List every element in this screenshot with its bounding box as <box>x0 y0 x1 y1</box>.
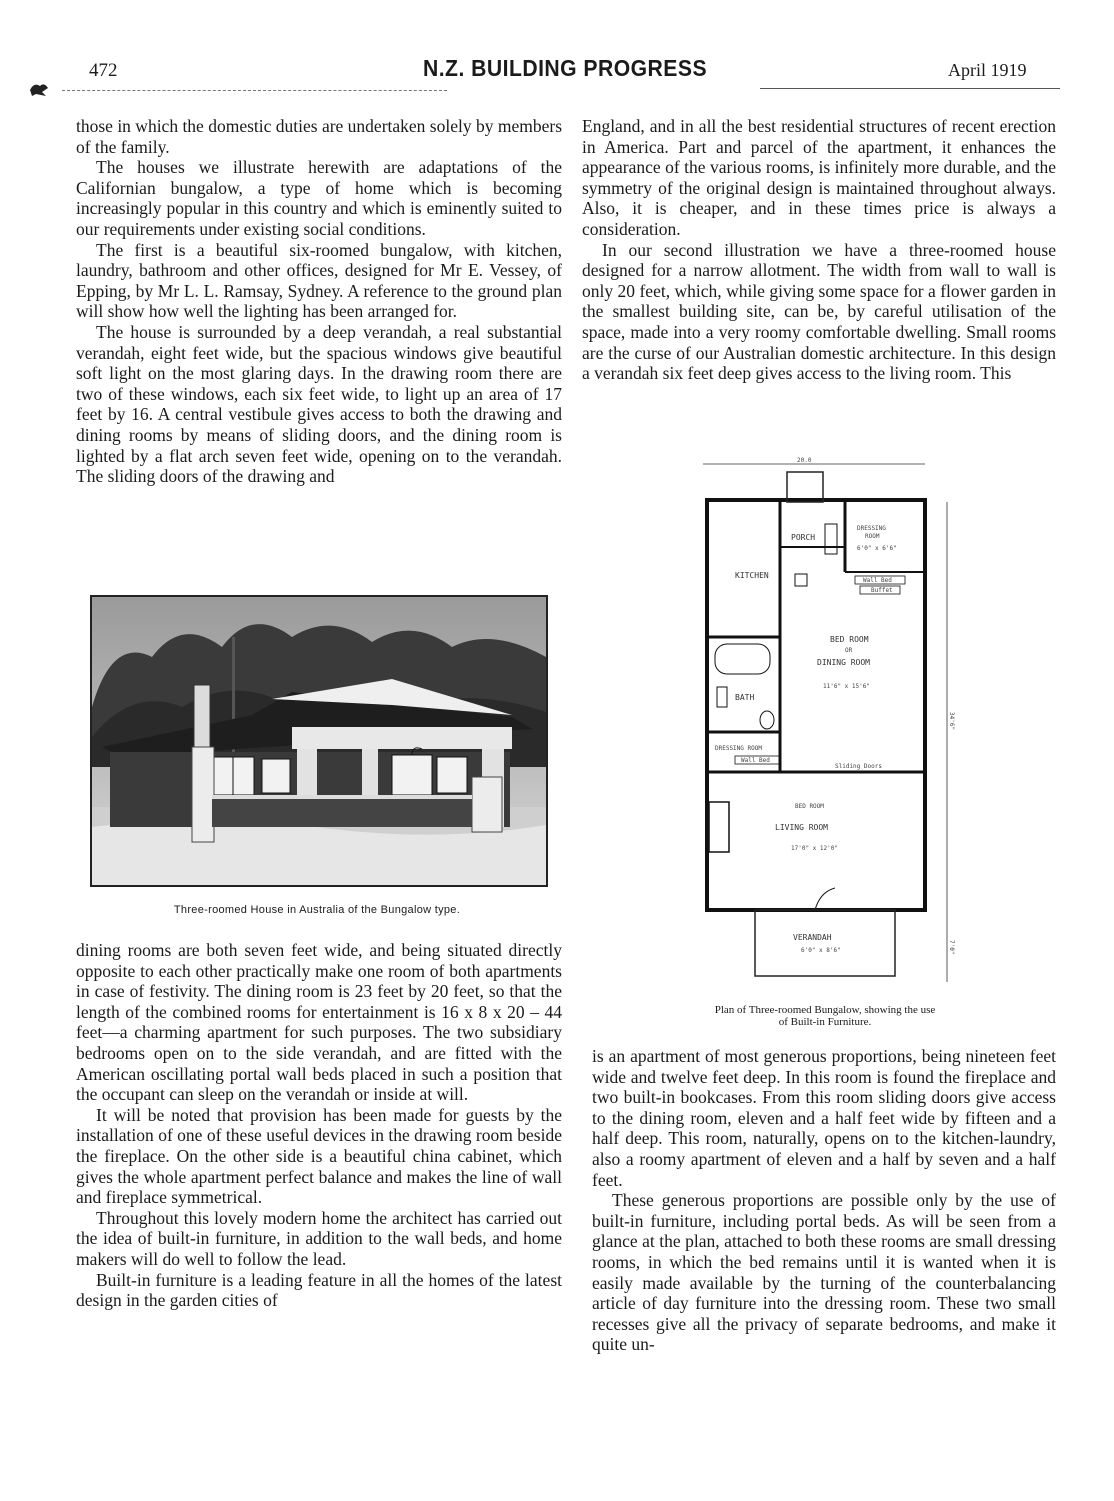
plan-buffet-label: Buffet <box>871 587 893 594</box>
paragraph: The house is surrounded by a deep verandah, a real substantial verandah, eight feet wide, but the spacious windows give beautiful soft light on the most glaring days. In the drawing room there are two of these windows, each six feet wide, to light up an area of 17 feet by 16. A central vestibule gives access to both the drawing and dining rooms by means of sliding doors, and the dining room is lighted by a flat arch seven feet wide, opening on to the verandah. The sliding doors of the drawing and <box>76 321 562 487</box>
plan-dining-room-label: DINING ROOM <box>817 658 870 667</box>
plan-bottom-dimension: 7'0" <box>948 940 955 955</box>
floor-plan <box>695 452 965 992</box>
plan-bed-room-2-label: BED ROOM <box>795 803 824 810</box>
header-rule-right <box>760 88 1060 89</box>
plan-dressing-label: DRESSING <box>857 525 886 532</box>
paragraph: Built-in furniture is a leading feature in all the homes of the latest design in the garden cities of <box>76 1269 562 1311</box>
plan-verandah-dimension: 6'0" x 8'6" <box>801 947 841 954</box>
paragraph: England, and in all the best residential structures of recent erection in America. Part and parcel of the apartment, it enhances the appearance of the various rooms, is infinitely more durable, and the symmetry of the original design is maintained throughout always. Also, it is cheaper, and in these times price is always a consideration. <box>582 116 1056 239</box>
plan-kitchen-label: KITCHEN <box>735 571 769 580</box>
article-column-left-bottom <box>76 940 562 1311</box>
plan-dining-dimension: 11'6" x 15'6" <box>823 683 870 690</box>
floor-plan-drawing <box>695 452 965 992</box>
plan-living-dimension: 17'0" x 12'0" <box>791 845 838 852</box>
plan-porch-label: PORCH <box>791 533 816 542</box>
paragraph: dining rooms are both seven feet wide, and being situated directly opposite to each other practically make one room of both apartments in case of festivity. The dining room is 23 feet by 20 feet, so that the length of the combined rooms for entertainment is 16 x 8 x 20 – 44 feet—a charming apartment for such purposes. The two subsidiary bedrooms open on to the side verandah, and are fitted with the American oscillating portal wall beds placed in such a position that the occupant can sleep on the verandah or inside at will. <box>76 940 562 1105</box>
issue-date: April 1919 <box>948 60 1027 80</box>
header-rule-left <box>62 90 447 91</box>
bungalow-photo <box>90 595 548 887</box>
photo-caption: Three-roomed House in Australia of the Bungalow type. <box>173 904 461 916</box>
page-number: 472 <box>89 60 118 81</box>
page-header <box>0 0 1114 100</box>
plan-width-dimension: 20.0 <box>797 457 812 464</box>
paragraph: It will be noted that provision has been made for guests by the installation of one of these useful devices in the drawing room beside the fireplace. On the other side is a beautiful china cabinet, which gives the whole apartment perfect balance and makes the line of wall and fireplace symmetrical. <box>76 1104 562 1208</box>
printer-mark-icon <box>28 80 50 98</box>
plan-caption-line-2: of Built-in Furniture. <box>778 1016 872 1028</box>
paragraph: These generous proportions are possible only by the use of built-in furniture, including portal beds. As will be seen from a glance at the plan, attached to both these rooms are small dressing rooms, in which the bed remains until it is wanted when it is easily made available by the turning of the counterbalancing article of day furniture into the dressing room. These two small recesses give all the privacy of separate bedrooms, and make it quite un- <box>592 1190 1056 1355</box>
plan-dressing-dimension: 6'0" x 6'6" <box>857 545 897 552</box>
plan-bath-label: BATH <box>735 693 755 702</box>
plan-or-label: OR <box>845 647 853 654</box>
plan-side-dimension: 34'6" <box>948 712 955 731</box>
paragraph: Throughout this lovely modern home the architect has carried out the idea of built-in furniture, in addition to the wall beds, and home makers will do well to follow the lead. <box>76 1207 562 1269</box>
article-column-right-bottom <box>592 1046 1056 1355</box>
article-column-right-top <box>582 116 1056 384</box>
plan-verandah-label: VERANDAH <box>793 933 832 942</box>
plan-sliding-doors-label: Sliding Doors <box>835 763 882 770</box>
article-column-left-top <box>76 116 562 487</box>
plan-bed-room-label: BED ROOM <box>830 635 869 644</box>
bungalow-photo-image <box>92 597 546 885</box>
plan-caption-line-1: Plan of Three-roomed Bungalow, showing the use <box>714 1004 936 1016</box>
plan-wall-bed-label: Wall Bed <box>863 577 892 584</box>
plan-dressing-mid-label: DRESSING ROOM <box>715 745 762 752</box>
plan-caption <box>640 1004 1010 1028</box>
paragraph: The houses we illustrate herewith are adaptations of the Californian bungalow, a type of home which is becoming increasingly popular in this country and which is eminently suited to our requirements under existing social conditions. <box>76 157 562 239</box>
paragraph: is an apartment of most generous proportions, being nineteen feet wide and twelve feet deep. In this room is found the fireplace and two built-in bookcases. From this room sliding doors give access to the dining room, eleven and a half feet wide by fifteen and a half deep. This room, naturally, opens on to the kitchen-laundry, also a roomy apartment of eleven and a half by seven and a half feet. <box>592 1046 1056 1190</box>
paragraph: those in which the domestic duties are undertaken solely by members of the family. <box>76 116 562 157</box>
plan-wall-bed-2-label: Wall Bed <box>741 757 770 764</box>
paragraph: In our second illustration we have a three-roomed house designed for a narrow allotment. The width from wall to wall is only 20 feet, which, while giving some space for a flower garden in the smallest building site, can be, by careful utilisation of the space, made into a very roomy comfortable dwelling. Small rooms are the curse of our Australian domestic architecture. In this design a verandah six feet deep gives access to the living room. This <box>582 239 1056 384</box>
plan-living-room-label: LIVING ROOM <box>775 823 828 832</box>
paragraph: The first is a beautiful six-roomed bungalow, with kitchen, laundry, bathroom and other offices, designed for Mr E. Vessey, of Epping, by Mr L. L. Ramsay, Sydney. A reference to the ground plan will show how well the lighting has been arranged for. <box>76 239 562 322</box>
publication-title: N.Z. BUILDING PROGRESS <box>422 55 708 81</box>
plan-dressing-label-2: ROOM <box>865 533 880 540</box>
